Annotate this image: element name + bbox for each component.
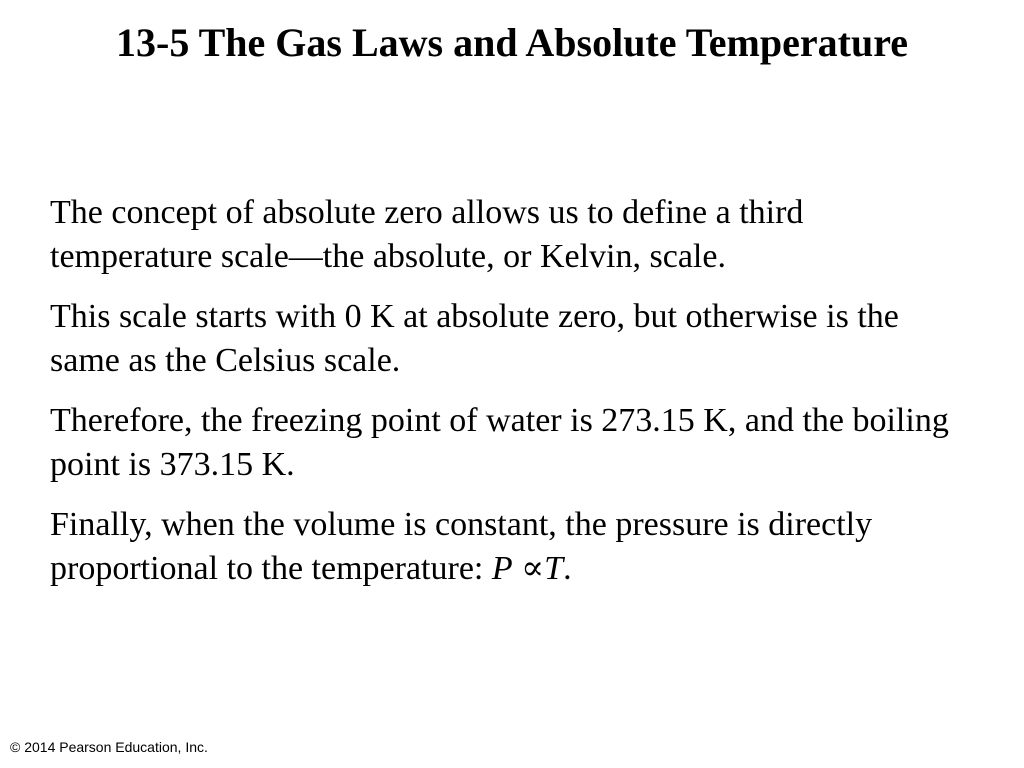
- copyright-footer: © 2014 Pearson Education, Inc.: [10, 739, 208, 755]
- proportional-symbol: ∝: [512, 550, 545, 587]
- slide-body: [50, 191, 970, 607]
- variable-p: P: [491, 550, 513, 587]
- paragraph-freezing-boiling: Therefore, the freezing point of water is 273.15 K, and the boiling point is 373.15 K.: [50, 402, 949, 483]
- paragraph-pressure-proportional: [50, 503, 970, 591]
- paragraph-pressure-text: Finally, when the volume is constant, the pressure is directly proportional to the temperature:: [50, 506, 873, 587]
- paragraph-kelvin-scale: The concept of absolute zero allows us to define a third temperature scale—the absolute, or Kelvin, scale.: [50, 194, 804, 275]
- paragraph-end-period: .: [563, 550, 572, 587]
- slide-title: 13-5 The Gas Laws and Absolute Temperature: [116, 20, 908, 65]
- paragraph-scale-start: This scale starts with 0 K at absolute zero, but otherwise is the same as the Celsius scale.: [50, 298, 899, 379]
- variable-t: T: [544, 550, 564, 587]
